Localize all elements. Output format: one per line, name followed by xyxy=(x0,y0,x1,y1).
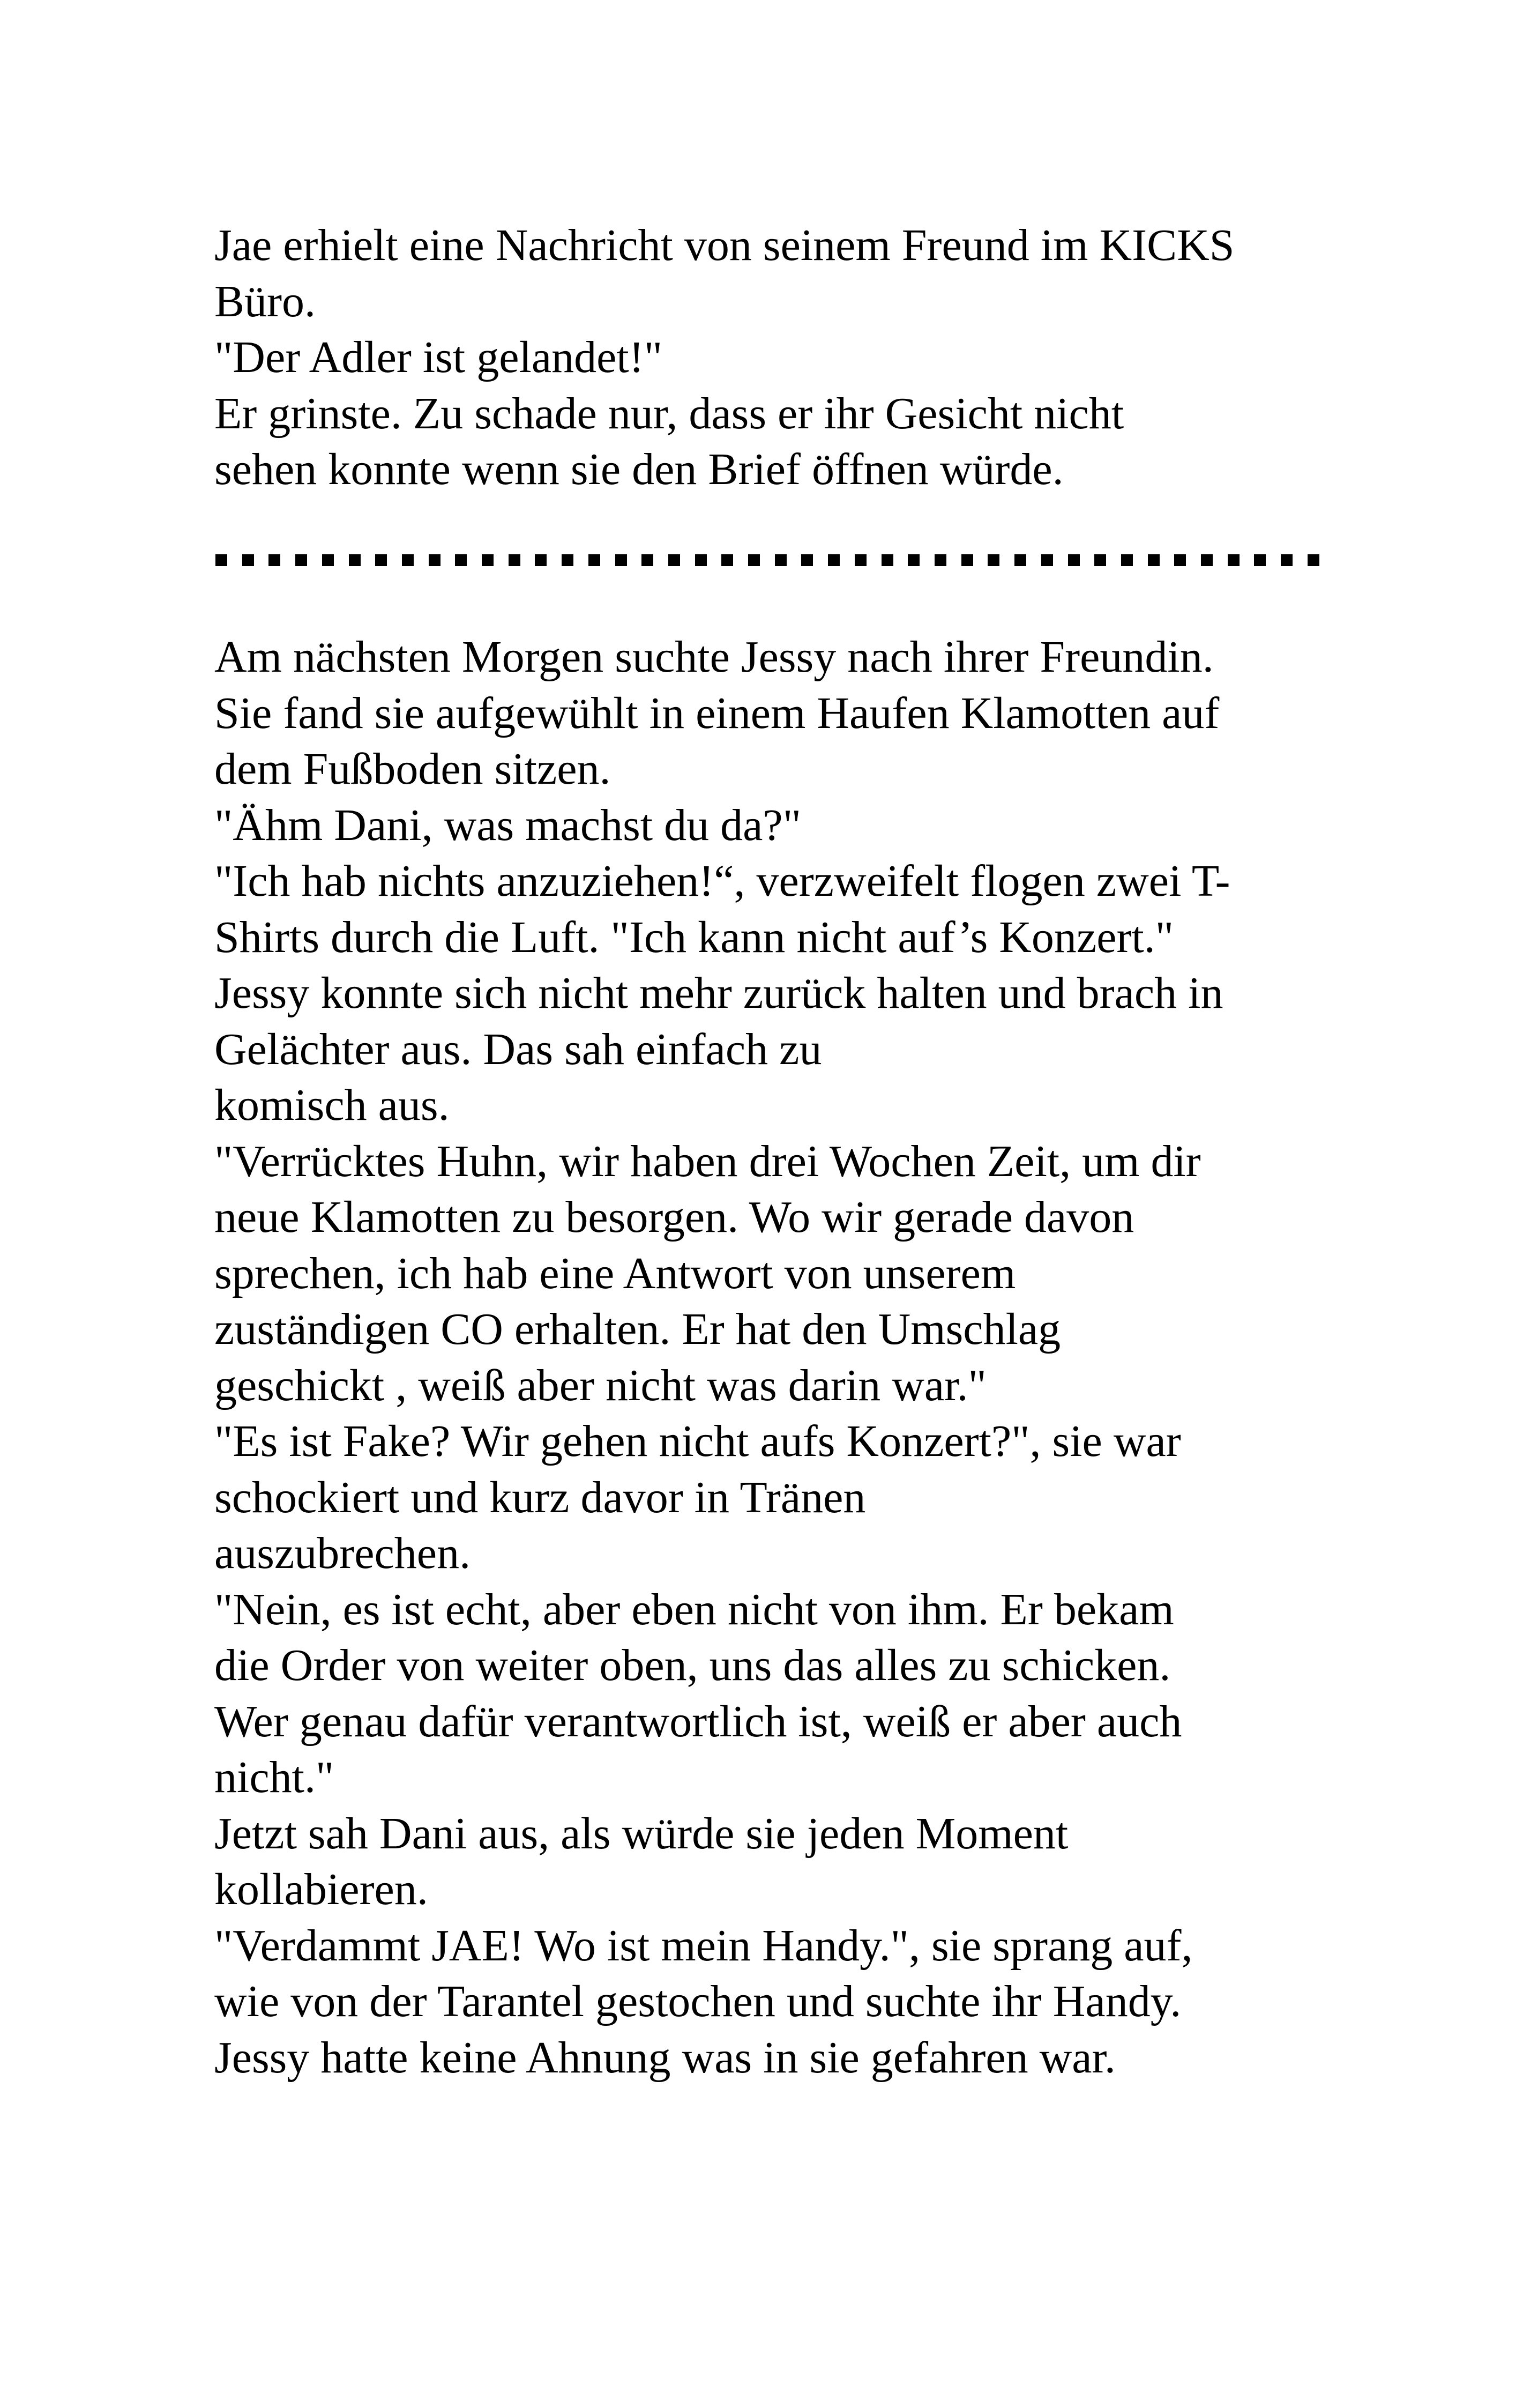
separator-square xyxy=(242,554,254,566)
text-line: Er grinste. Zu schade nur, dass er ihr Gesicht nicht xyxy=(214,388,1124,439)
section-separator xyxy=(215,554,1319,567)
text-line: Am nächsten Morgen suchte Jessy nach ihrer Freundin. xyxy=(214,632,1214,682)
separator-square xyxy=(1014,554,1026,566)
separator-square xyxy=(775,554,787,566)
separator-square xyxy=(855,554,867,566)
text-line: kollabieren. xyxy=(214,1864,428,1914)
text-line: neue Klamotten zu besorgen. Wo wir gerade davon xyxy=(214,1192,1134,1242)
separator-square xyxy=(1254,554,1266,566)
separator-square xyxy=(935,554,946,566)
separator-square xyxy=(509,554,520,566)
separator-square xyxy=(801,554,813,566)
separator-square xyxy=(1068,554,1080,566)
separator-square xyxy=(562,554,573,566)
text-line: Shirts durch die Luft. "Ich kann nicht auf’s Konzert." xyxy=(214,912,1174,962)
text-line: nicht." xyxy=(214,1752,334,1802)
text-line: die Order von weiter oben, uns das alles zu schicken. xyxy=(214,1640,1171,1690)
text-line: wie von der Tarantel gestochen und suchte ihr Handy. xyxy=(214,1976,1182,2026)
separator-square xyxy=(322,554,334,566)
separator-square xyxy=(1308,554,1319,566)
text-line: "Ich hab nichts anzuziehen!“, verzweifelt flogen zwei T- xyxy=(214,856,1230,906)
text-line: Büro. xyxy=(214,276,316,326)
text-line: "Ähm Dani, was machst du da?" xyxy=(214,800,801,850)
text-line: sprechen, ich hab eine Antwort von unserem xyxy=(214,1248,1016,1298)
separator-square xyxy=(295,554,307,566)
separator-square xyxy=(429,554,441,566)
text-line: Sie fand sie aufgewühlt in einem Haufen Klamotten auf xyxy=(214,688,1220,738)
separator-square xyxy=(908,554,920,566)
text-line: Jetzt sah Dani aus, als würde sie jeden Moment xyxy=(214,1808,1069,1859)
separator-square xyxy=(988,554,999,566)
separator-square xyxy=(268,554,280,566)
text-section-1 xyxy=(214,218,1340,498)
text-line: Gelächter aus. Das sah einfach zu xyxy=(214,1024,822,1074)
text-line: "Es ist Fake? Wir gehen nicht aufs Konzert?", sie war xyxy=(214,1416,1181,1466)
separator-square xyxy=(828,554,840,566)
separator-square xyxy=(721,554,733,566)
separator-square xyxy=(1121,554,1133,566)
separator-square xyxy=(1281,554,1293,566)
separator-square xyxy=(402,554,414,566)
separator-square xyxy=(1201,554,1213,566)
text-line: Jessy hatte keine Ahnung was in sie gefahren war. xyxy=(214,2032,1116,2083)
separator-square xyxy=(588,554,600,566)
separator-square xyxy=(961,554,973,566)
separator-square xyxy=(349,554,361,566)
separator-square xyxy=(455,554,467,566)
separator-square xyxy=(1228,554,1240,566)
text-line: Jessy konnte sich nicht mehr zurück halten und brach in xyxy=(214,968,1223,1018)
text-line: "Verdammt JAE! Wo ist mein Handy.", sie sprang auf, xyxy=(214,1920,1193,1971)
text-line: Jae erhielt eine Nachricht von seinem Freund im KICKS xyxy=(214,220,1235,270)
separator-square xyxy=(1174,554,1186,566)
separator-square xyxy=(668,554,680,566)
text-line: dem Fußboden sitzen. xyxy=(214,744,611,794)
separator-square xyxy=(1094,554,1106,566)
separator-square xyxy=(215,554,227,566)
separator-square xyxy=(1041,554,1053,566)
separator-square xyxy=(482,554,494,566)
text-line: "Der Adler ist gelandet!" xyxy=(214,332,662,382)
separator-square xyxy=(641,554,653,566)
separator-square xyxy=(535,554,547,566)
separator-square xyxy=(375,554,387,566)
text-line: zuständigen CO erhalten. Er hat den Umschlag xyxy=(214,1304,1061,1354)
text-line: sehen konnte wenn sie den Brief öffnen würde. xyxy=(214,444,1064,494)
text-line: geschickt , weiß aber nicht was darin war." xyxy=(214,1360,987,1410)
separator-square xyxy=(1148,554,1160,566)
separator-square xyxy=(748,554,760,566)
text-line: auszubrechen. xyxy=(214,1528,471,1578)
separator-square xyxy=(695,554,707,566)
text-line: komisch aus. xyxy=(214,1080,450,1130)
text-line: schockiert und kurz davor in Tränen xyxy=(214,1472,866,1522)
separator-square xyxy=(882,554,893,566)
separator-square xyxy=(615,554,627,566)
text-line: Wer genau dafür verantwortlich ist, weiß er aber auch xyxy=(214,1696,1182,1746)
text-section-2 xyxy=(214,629,1340,2086)
text-line: "Verrücktes Huhn, wir haben drei Wochen Zeit, um dir xyxy=(214,1136,1201,1186)
text-line: "Nein, es ist echt, aber eben nicht von ihm. Er bekam xyxy=(214,1584,1174,1634)
